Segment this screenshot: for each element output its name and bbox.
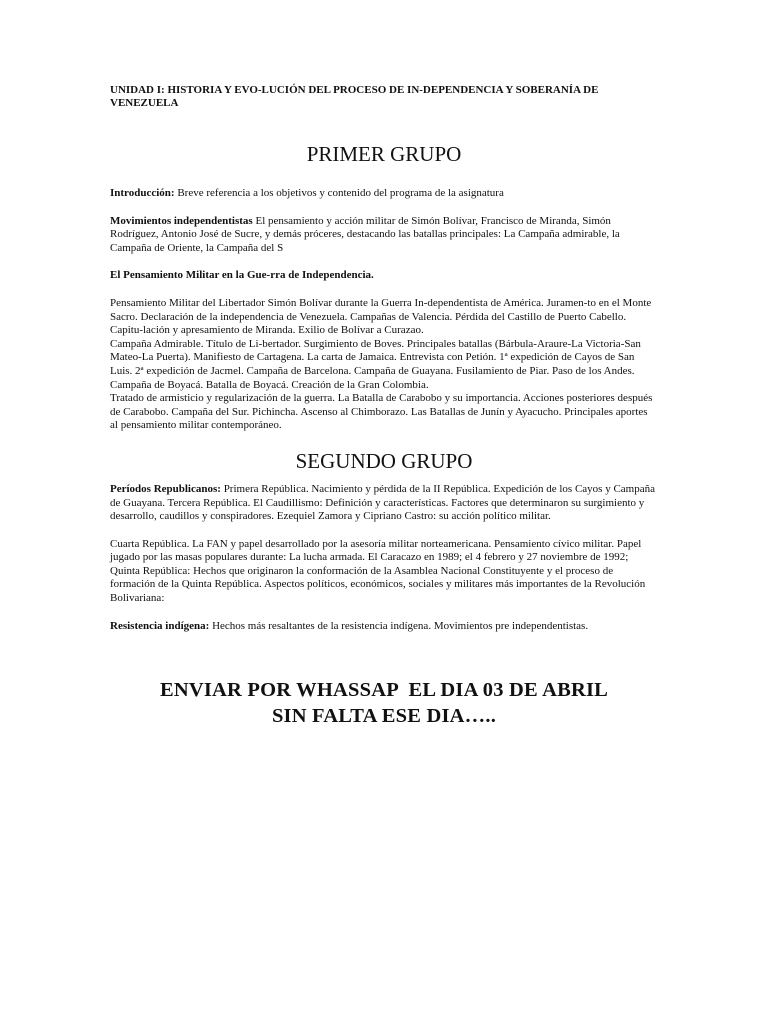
movimientos-paragraph — [110, 215, 658, 256]
cuarta-republica-paragraph: Cuarta República. La FAN y papel desarrollado por la asesoría militar norteamericana. Pensamiento cívico militar. Papel jugado por las masas populares durante: La lucha armada. El Caracazo en 1989; el 4 febrero y 27 noviembre de 1992; — [110, 537, 642, 564]
quinta-republica-paragraph: Quinta República: Hechos que originaron la conformación de la Asamblea Nacional Constituyente y el proceso de formación de la Quinta República. Aspectos políticos, económicos, sociales y militares más importantes de la Revolución Bolivariana: — [110, 564, 646, 605]
primer-grupo-heading: PRIMER GRUPO — [306, 142, 462, 166]
final-notice — [110, 677, 658, 729]
notice-line-2: SIN FALTA ESE DIA….. — [271, 705, 497, 728]
pensamiento-paragraph-3: Tratado de armisticio y regularización de la guerra. La Batalla de Carabobo y su importancia. Acciones posteriores después de Carabobo. Campaña del Sur. Pichincha. Ascenso al Chimborazo. Las Batallas de Junín y Ayacucho. Principales aportes al pensamiento militar contemporáneo. — [110, 392, 653, 432]
unit-title: UNIDAD I: HISTORIA Y EVO-LUCIÓN DEL PROCESO DE IN-DEPENDENCIA Y SOBERANÍA DE VENEZUELA — [110, 84, 599, 109]
periodos-label: Períodos Republicanos: — [110, 482, 221, 495]
notice-line-1: ENVIAR POR WHASSAP EL DIA 03 DE ABRIL — [159, 679, 609, 702]
segundo-grupo-heading: SEGUNDO GRUPO — [295, 448, 473, 473]
periodos-text: Primera República. Nacimiento y pérdida de la II República. Expedición de los Cayos y Campaña de Guayana. Tercera República. El Caudillismo: Definición y características. Factores que determinaron su surgimiento y desarrollo, caudillos y conspiradores. Ezequiel Zamora y Cipriano Castro: su acción político militar. — [110, 482, 656, 523]
resistencia-text: Hechos más resaltantes de la resistencia indígena. Movimientos pre independentistas. — [209, 619, 589, 632]
document-page — [110, 84, 658, 729]
pensamiento-militar-heading: El Pensamiento Militar en la Gue-rra de Independencia. — [110, 269, 374, 282]
periodos-paragraph — [110, 483, 658, 524]
movimientos-label: Movimientos independentistas — [110, 214, 253, 227]
resistencia-label: Resistencia indígena: — [110, 619, 210, 632]
introduccion-text: Breve referencia a los objetivos y contenido del programa de la asignatura — [174, 187, 504, 199]
resistencia-paragraph — [110, 620, 658, 634]
introduccion-label: Introducción: — [110, 187, 175, 199]
movimientos-text: El pensamiento y acción militar de Simón Bolívar, Francisco de Miranda, Simón Rodríguez, Antonio José de Sucre, y demás próceres, destacando las batallas principales: La Campaña admirable, la Campaña de Oriente, la Campaña del S — [110, 214, 620, 254]
introduccion-paragraph — [110, 187, 658, 201]
pensamiento-paragraph-2: Campaña Admirable. Título de Li-bertador. Surgimiento de Boves. Principales batallas (Bárbula-Araure-La Victoria-San Mateo-La Puerta). Manifiesto de Cartagena. La carta de Jamaica. Entrevista con Petión. 1ª expedición de Cayos de San Luis. 2ª expedición de Jacmel. Campaña de Barcelona. Campaña de Guayana. Fusilamiento de Piar. Paso de los Andes. Campaña de Boyacá. Batalla de Boyacá. Creación de la Gran Colombia. — [110, 337, 641, 391]
pensamiento-paragraph-1: Pensamiento Militar del Libertador Simón Bolívar durante la Guerra In-dependentista de América. Juramen-to en el Monte Sacro. Declaración de la independencia de Venezuela. Campañas de Valencia. Pérdida del Castillo de Puerto Cabello. Capitu-lación y apresamiento de Miranda. Exilio de Bolívar a Curazao. — [110, 296, 652, 337]
